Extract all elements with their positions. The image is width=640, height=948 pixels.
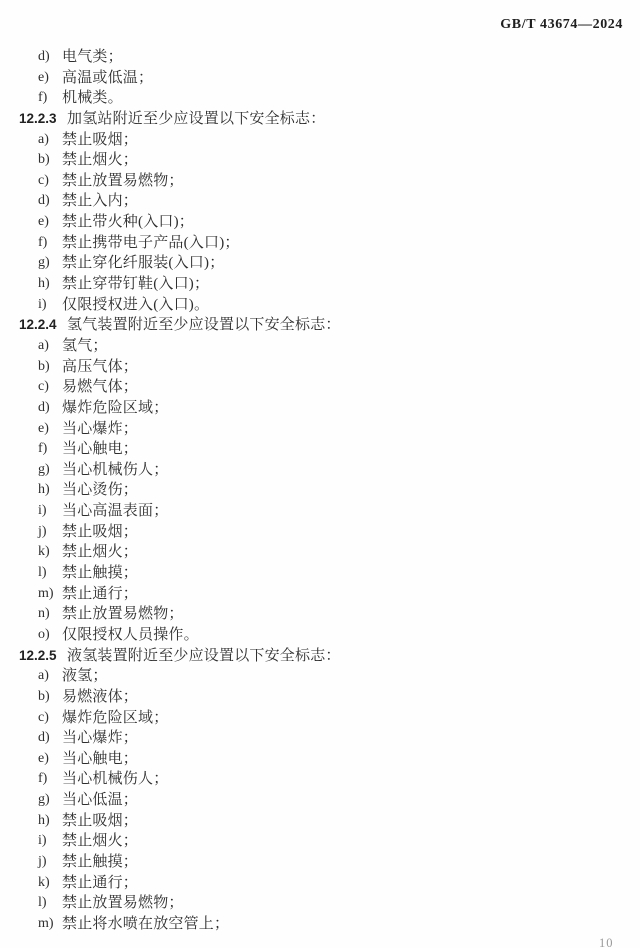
item-text: 当心机械伤人； — [62, 461, 169, 478]
item-marker: l) — [38, 565, 47, 581]
section-title: 加氢站附近至少应设置以下安全标志： — [67, 110, 326, 127]
item-text: 当心低温； — [62, 792, 139, 809]
item-text: 禁止烟火； — [62, 152, 139, 169]
list-item — [0, 233, 640, 254]
list-item — [0, 88, 640, 109]
item-marker: k) — [38, 544, 50, 560]
item-marker: f) — [38, 441, 48, 457]
list-item — [0, 419, 640, 440]
item-text: 禁止触摸； — [62, 853, 139, 870]
item-marker: e) — [38, 420, 49, 436]
item-marker: d) — [38, 49, 50, 64]
section-number: 12.2.5 — [19, 647, 57, 663]
item-text: 禁止穿化纤服装(入口)； — [62, 255, 225, 272]
list-item — [0, 749, 640, 770]
item-text: 禁止吸烟； — [62, 523, 139, 540]
item-marker: d) — [38, 193, 50, 209]
list-item — [0, 398, 640, 419]
list-item — [0, 604, 640, 625]
item-text: 禁止穿带钉鞋(入口)； — [62, 276, 210, 293]
item-text: 仅限授权人员操作。 — [62, 626, 199, 643]
item-marker: h) — [38, 812, 50, 828]
item-text: 液氢； — [62, 668, 108, 685]
section-heading — [0, 315, 640, 336]
item-marker: e) — [38, 69, 49, 85]
item-marker: n) — [38, 606, 50, 622]
item-text: 易燃气体； — [62, 379, 139, 396]
item-text: 当心烫伤； — [62, 482, 139, 499]
list-item — [0, 191, 640, 212]
item-marker: g) — [38, 255, 50, 271]
list-item — [0, 708, 640, 729]
item-text: 禁止通行； — [62, 874, 139, 891]
item-text: 氢气； — [62, 337, 108, 354]
item-text: 爆炸危险区域； — [62, 709, 169, 726]
item-marker: a) — [38, 337, 49, 353]
item-text: 禁止放置易燃物； — [62, 895, 184, 912]
list-item — [0, 274, 640, 295]
item-marker: b) — [38, 688, 50, 704]
item-marker: o) — [38, 626, 50, 642]
item-text: 禁止入内； — [62, 193, 139, 210]
item-marker: j) — [38, 853, 47, 869]
item-text: 当心触电； — [62, 750, 139, 767]
item-text: 禁止携带电子产品(入口)； — [62, 234, 240, 251]
list-item — [0, 47, 640, 68]
list-item — [0, 893, 640, 914]
section-number: 12.2.3 — [19, 110, 57, 126]
item-text: 禁止烟火； — [62, 833, 139, 850]
item-text: 禁止烟火； — [62, 544, 139, 561]
item-marker: h) — [38, 482, 50, 498]
item-text: 爆炸危险区域； — [62, 399, 169, 416]
list-item — [0, 253, 640, 274]
list-item — [0, 852, 640, 873]
list-item — [0, 666, 640, 687]
section-heading — [0, 646, 640, 667]
document-content — [0, 47, 640, 935]
item-marker: f) — [38, 90, 48, 106]
item-text: 机械类。 — [62, 90, 123, 107]
item-marker: i) — [38, 503, 47, 519]
list-item — [0, 68, 640, 89]
item-text: 禁止通行； — [62, 585, 139, 602]
section-title: 液氢装置附近至少应设置以下安全标志： — [67, 647, 341, 664]
item-text: 当心触电； — [62, 441, 139, 458]
list-item — [0, 811, 640, 832]
list-item — [0, 357, 640, 378]
list-item — [0, 873, 640, 894]
item-marker: e) — [38, 750, 49, 766]
item-marker: a) — [38, 131, 49, 147]
item-marker: d) — [38, 730, 50, 746]
list-item — [0, 584, 640, 605]
list-item — [0, 728, 640, 749]
item-text: 禁止吸烟； — [62, 131, 139, 148]
list-item — [0, 212, 640, 233]
item-marker: b) — [38, 358, 50, 374]
item-text: 禁止触摸； — [62, 565, 139, 582]
item-marker: d) — [38, 399, 50, 415]
item-marker: i) — [38, 833, 47, 849]
item-text: 当心爆炸； — [62, 420, 139, 437]
item-text: 禁止放置易燃物； — [62, 606, 184, 623]
item-text: 禁止带火种(入口)； — [62, 214, 194, 231]
item-text: 电气类； — [62, 49, 123, 65]
document-number: GB/T 43674—2024 — [500, 17, 623, 32]
item-marker: g) — [38, 792, 50, 808]
list-item — [0, 130, 640, 151]
list-item — [0, 625, 640, 646]
list-item — [0, 914, 640, 935]
list-item — [0, 171, 640, 192]
item-text: 禁止吸烟； — [62, 812, 139, 829]
item-marker: m) — [38, 585, 54, 601]
section-title: 氢气装置附近至少应设置以下安全标志： — [67, 317, 341, 334]
item-marker: c) — [38, 709, 49, 725]
item-marker: l) — [38, 895, 47, 911]
item-text: 易燃液体； — [62, 688, 139, 705]
list-item — [0, 769, 640, 790]
list-item — [0, 563, 640, 584]
item-marker: f) — [38, 234, 48, 250]
list-item — [0, 831, 640, 852]
page-number: 10 — [599, 936, 614, 948]
item-marker: g) — [38, 461, 50, 477]
item-text: 当心高温表面； — [62, 503, 169, 520]
list-item — [0, 439, 640, 460]
list-item — [0, 150, 640, 171]
item-marker: c) — [38, 172, 49, 188]
item-marker: e) — [38, 214, 49, 230]
item-text: 禁止放置易燃物； — [62, 172, 184, 189]
item-marker: h) — [38, 276, 50, 292]
list-item — [0, 501, 640, 522]
section-heading — [0, 109, 640, 130]
list-item — [0, 377, 640, 398]
list-item — [0, 480, 640, 501]
item-marker: f) — [38, 771, 48, 787]
item-text: 当心爆炸； — [62, 730, 139, 747]
list-item — [0, 687, 640, 708]
list-item — [0, 522, 640, 543]
item-marker: k) — [38, 874, 50, 890]
list-item — [0, 790, 640, 811]
item-text: 当心机械伤人； — [62, 771, 169, 788]
list-item — [0, 542, 640, 563]
list-item — [0, 295, 640, 316]
item-marker: j) — [38, 523, 47, 539]
list-item — [0, 336, 640, 357]
item-marker: i) — [38, 296, 47, 312]
item-marker: m) — [38, 915, 54, 931]
item-text: 仅限授权进入(入口)。 — [62, 296, 210, 313]
item-marker: c) — [38, 379, 49, 395]
item-text: 高压气体； — [62, 358, 139, 375]
item-text: 高温或低温； — [62, 69, 154, 86]
item-text: 禁止将水喷在放空管上； — [62, 915, 230, 932]
section-number: 12.2.4 — [19, 317, 57, 333]
item-marker: a) — [38, 668, 49, 684]
item-marker: b) — [38, 152, 50, 168]
list-item — [0, 460, 640, 481]
